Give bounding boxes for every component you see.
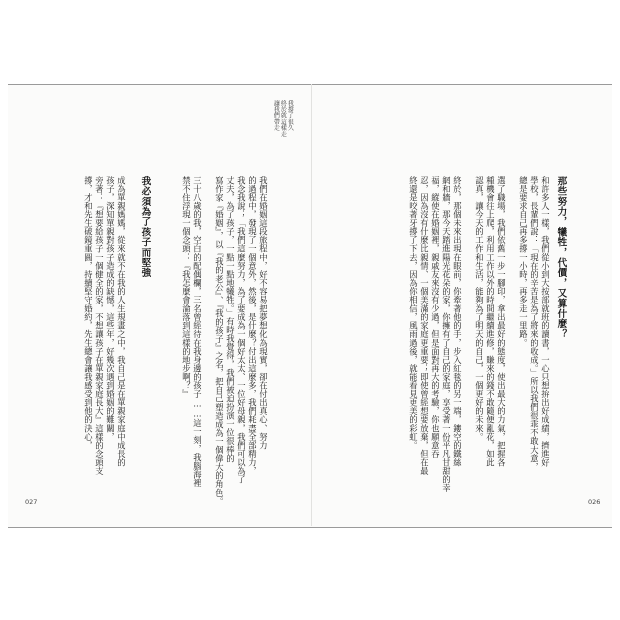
body-line: 我們在婚姻這段旅程中，好不容易把夢想化為現實，卻在付出真心、努力 [258, 176, 269, 450]
book-gutter [311, 84, 312, 526]
body-line: 旁著：『想要給孩子一個健全的家，不想讓孩子在單親家庭長大』這樣的念頭支 [94, 176, 105, 476]
section-heading: 那些努力，犧牲，代價，又算什麼？ [555, 176, 567, 340]
body-line: 網和牆，那今天踏進陽光花朵的家，你擁有了自己的家庭，享受著一份平凡甘甜的幸 [441, 176, 452, 493]
running-title-line: 我撐了很久 [286, 100, 294, 131]
page-number-left: 027 [25, 498, 38, 506]
running-title-line: 讓我們帶走 [272, 100, 280, 131]
running-title-line: 終於就這樣走 [279, 100, 287, 138]
body-line: 終於，那個未來出現在眼前，你牽著他的手，步入紅毯的另一端，鏤空的鐵絲 [452, 176, 463, 467]
body-line: 終還是咬著牙撐了下去，因為你相信，風雨過後，就能看見更美的彩虹。 [408, 176, 419, 450]
body-line: 的過程中，發現了一個意外，然後，是什麼？付出這麼多，我們耗盡全部精力， [247, 176, 258, 476]
body-line: 學校，長輩們說：「現在的辛苦是為了將來的收成。」所以我們很乖不敢大意， [529, 176, 540, 472]
body-line: 孩子，深知單親對孩子造成的缺憾，這些年，好幾次遇到婚姻的難關， [105, 176, 116, 442]
body-line: 忍，因為沒有什麼比親情、一個美滿的家庭更重要；即使曾經想要放棄，但在最 [419, 176, 430, 476]
body-line: 總是要求自己再多撐一小時，再多走一里路。 [518, 176, 529, 347]
body-line: 禁不住浮現一個念頭：『我怎麼會淪落到這樣的地步啊？』 [181, 176, 192, 399]
body-line: 成為單親媽媽，從來就不在我的人生規畫之中，我自己是在單親家庭中成長的 [116, 176, 127, 467]
body-line: 三十八歲的我，空白的配偶欄，三名曾經待在我身邊的孩子……這一刻，我腦海裡 [192, 176, 203, 488]
page-number-right: 026 [588, 498, 601, 506]
body-line: 認真，讓今天的工作和生活，能夠為了明天的自己，一個更好的未來。 [474, 176, 485, 442]
subheading: 我必須為了孩子而堅強 [139, 176, 151, 278]
body-line: 種機會往上爬，利用工作以外的時間繼續進修，賺來的錢不敢隨便亂花，如此 [485, 176, 496, 467]
body-line: 福，縱使在婚姻裡，親戚友來沒有少過，但是面對再大的考驗，你也願意吞 [430, 176, 441, 459]
body-line: 丈夫，為了孩子，一點一點地犧牲。」有時我覺得，我們被迫扮演一位很棒的 [225, 176, 236, 463]
body-line: 寫作家『婚姻』，以『我的老公』、『我的孩子』之名，把自己塑造成為一個偉大的角色。 [214, 176, 225, 506]
body-line: 和許多人一樣，我們從小到大按部就班的讀書，一心只想拚出好成績，擠進好 [540, 176, 551, 467]
body-line: 選了職場，我們依舊一步一腳印，拿出最好的態度，使出最大的力氣，把握各 [496, 176, 507, 467]
body-line: 撐，才和先生破鏡重圓，持續堅守婚約，先生總會讓我感受到他的決心， [83, 176, 94, 450]
body-line: 我念我說；「我們這麼努力，為了要成為一個好太太、一位好母親，我們可以為了 [236, 176, 247, 484]
